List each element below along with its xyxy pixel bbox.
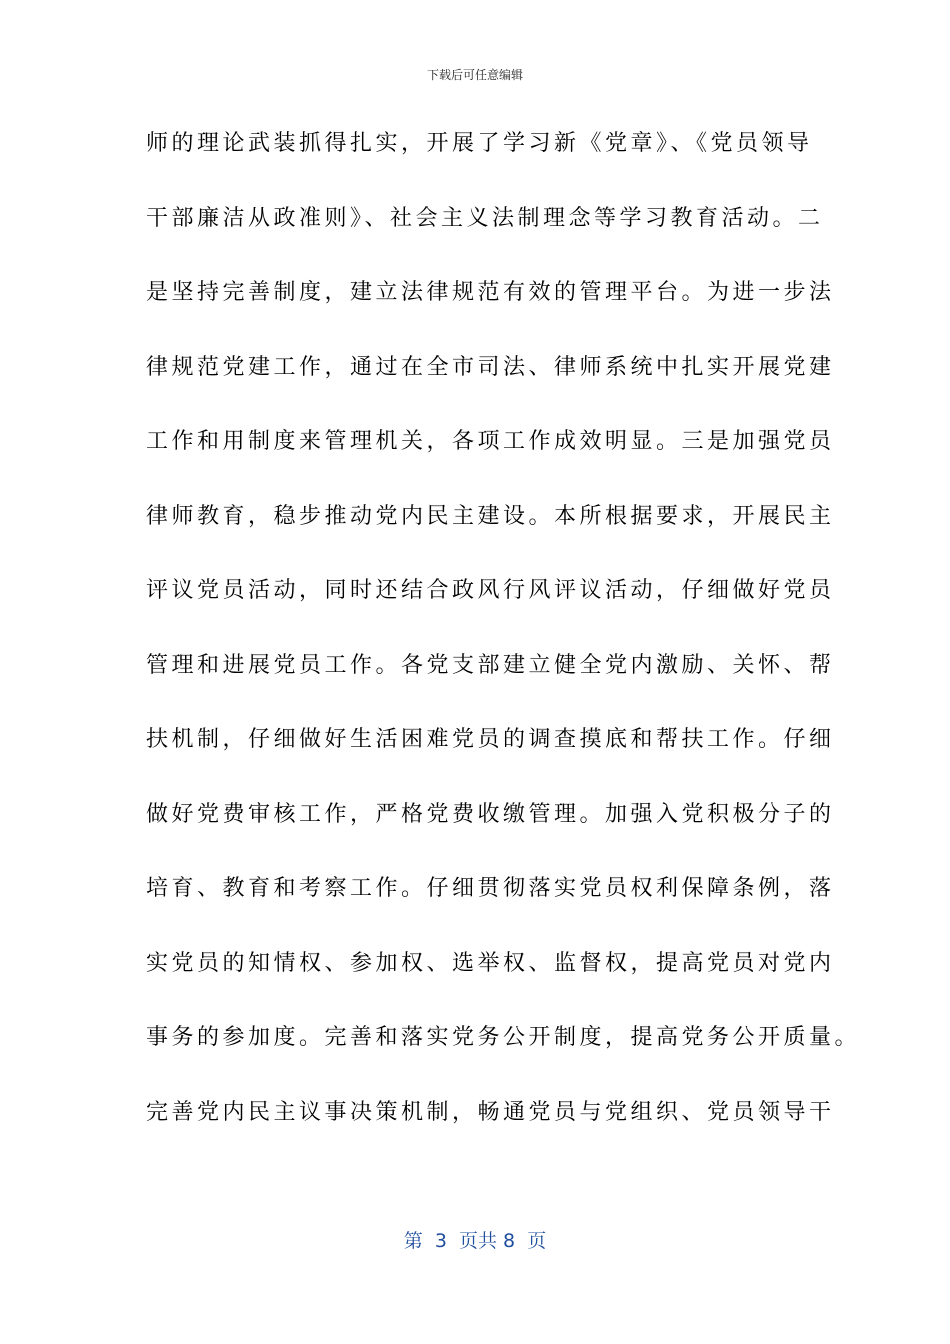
- paragraph-line: 完善党内民主议事决策机制，畅通党员与党组织、党员领导干: [146, 1099, 835, 1125]
- paragraph-line: 是坚持完善制度，建立法律规范有效的管理平台。为进一步法: [146, 280, 835, 305]
- paragraph-line: 管理和进展党员工作。各党支部建立健全党内激励、关怀、帮: [146, 652, 835, 678]
- paragraph-line: 律规范党建工作，通过在全市司法、律师系统中扎实开展党建: [146, 354, 835, 380]
- paragraph-line: 做好党费审核工作，严格党费收缴管理。加强入党积极分子的: [146, 801, 835, 827]
- document-body: [146, 126, 861, 1169]
- paragraph-line: 扶机制，仔细做好生活困难党员的调查摸底和帮扶工作。仔细: [146, 727, 835, 752]
- paragraph-line: 工作和用制度来管理机关，各项工作成效明显。三是加强党员: [146, 429, 835, 454]
- paragraph-line: 评议党员活动，同时还结合政风行风评议活动，仔细做好党员: [146, 578, 835, 603]
- paragraph-line: 事务的参加度。完善和落实党务公开制度，提高党务公开质量。: [146, 1025, 861, 1050]
- paragraph-line: 培育、教育和考察工作。仔细贯彻落实党员权利保障条例，落: [146, 876, 835, 901]
- paragraph-line: 师的理论武装抓得扎实，开展了学习新《党章》、《党员领导: [146, 131, 813, 156]
- page-number: 第 3 页共 8 页: [403, 1230, 547, 1252]
- paragraph-line: 干部廉洁从政准则》、社会主义法制理念等学习教育活动。二: [146, 205, 824, 231]
- paragraph-line: 实党员的知情权、参加权、选举权、监督权，提高党员对党内: [146, 950, 835, 976]
- paragraph-line: 律师教育，稳步推动党内民主建设。本所根据要求，开展民主: [146, 503, 835, 529]
- header-note: 下载后可任意编辑: [426, 68, 523, 82]
